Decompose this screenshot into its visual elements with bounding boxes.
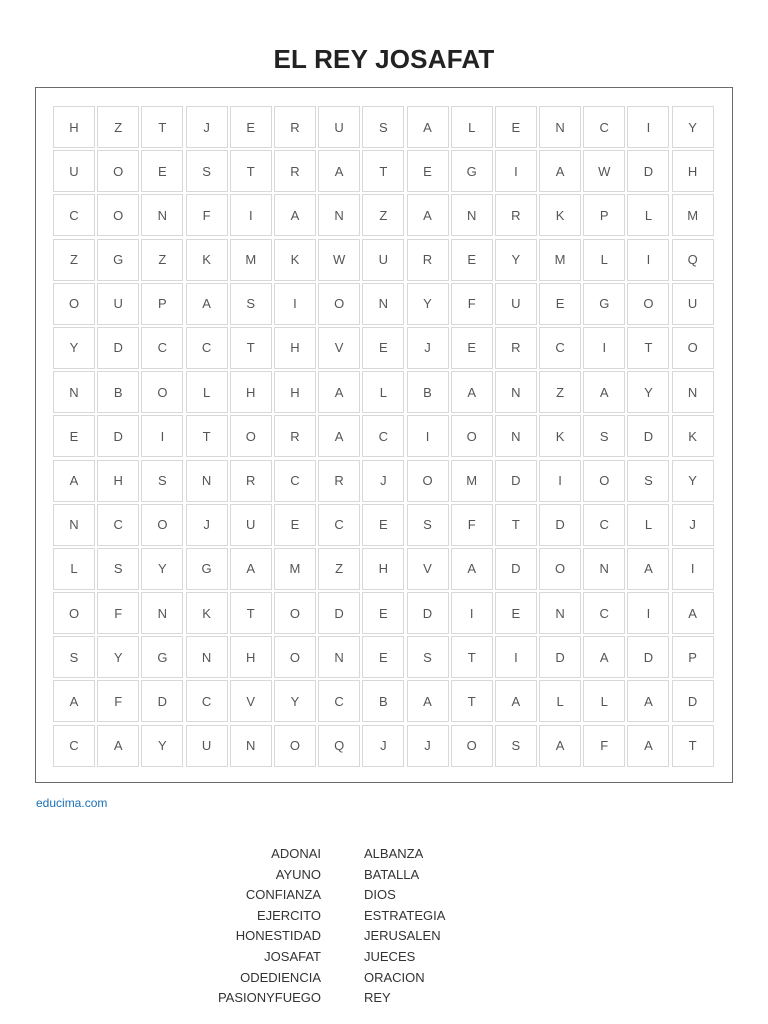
word-list-item: JERUSALEN bbox=[364, 928, 441, 944]
grid-cell[interactable]: V bbox=[407, 548, 449, 590]
word-list-item: JUECES bbox=[364, 948, 416, 964]
grid-cell[interactable]: E bbox=[230, 106, 272, 148]
grid-cell[interactable]: C bbox=[141, 327, 183, 369]
word-list-item: ALBANZA bbox=[364, 846, 424, 861]
grid-cell[interactable]: L bbox=[451, 106, 493, 148]
grid-cell[interactable]: E bbox=[362, 636, 404, 678]
word-list-right-column bbox=[364, 844, 445, 1009]
grid-cell[interactable]: R bbox=[495, 194, 537, 236]
grid-cell[interactable]: Z bbox=[318, 548, 360, 590]
word-list-item: REY bbox=[364, 990, 391, 1006]
grid-cell[interactable]: A bbox=[627, 725, 669, 767]
grid-cell[interactable]: N bbox=[539, 106, 581, 148]
grid-cell[interactable]: U bbox=[230, 504, 272, 546]
grid-cell[interactable]: C bbox=[539, 327, 581, 369]
grid-cell[interactable]: H bbox=[672, 150, 714, 192]
grid-cell[interactable]: S bbox=[230, 283, 272, 325]
grid-cell[interactable]: A bbox=[407, 194, 449, 236]
grid-cell[interactable]: K bbox=[539, 194, 581, 236]
grid-cell[interactable]: Z bbox=[97, 106, 139, 148]
grid-cell[interactable]: Y bbox=[627, 371, 669, 413]
grid-cell[interactable]: O bbox=[53, 283, 95, 325]
grid-cell[interactable]: O bbox=[451, 415, 493, 457]
grid-cell[interactable]: T bbox=[230, 592, 272, 634]
grid-cell[interactable]: A bbox=[627, 548, 669, 590]
grid-cell[interactable]: A bbox=[583, 371, 625, 413]
grid-cell[interactable]: S bbox=[627, 460, 669, 502]
grid-cell[interactable]: O bbox=[274, 636, 316, 678]
grid-cell[interactable]: E bbox=[362, 592, 404, 634]
grid-cell[interactable]: F bbox=[451, 504, 493, 546]
grid-cell[interactable]: E bbox=[495, 592, 537, 634]
grid-cell[interactable]: I bbox=[627, 106, 669, 148]
grid-cell[interactable]: E bbox=[539, 283, 581, 325]
grid-cell[interactable]: A bbox=[407, 680, 449, 722]
grid-cell[interactable]: C bbox=[53, 725, 95, 767]
grid-cell[interactable]: L bbox=[186, 371, 228, 413]
grid-cell[interactable]: T bbox=[451, 636, 493, 678]
grid-cell[interactable]: A bbox=[451, 371, 493, 413]
grid-cell[interactable]: Z bbox=[53, 239, 95, 281]
grid-cell[interactable]: P bbox=[672, 636, 714, 678]
grid-cell[interactable]: R bbox=[274, 415, 316, 457]
grid-cell[interactable]: D bbox=[627, 415, 669, 457]
grid-cell[interactable]: C bbox=[318, 504, 360, 546]
grid-cell[interactable]: A bbox=[318, 150, 360, 192]
grid-cell[interactable]: Q bbox=[672, 239, 714, 281]
grid-cell[interactable]: B bbox=[407, 371, 449, 413]
grid-cell[interactable]: Y bbox=[672, 106, 714, 148]
grid-cell[interactable]: A bbox=[186, 283, 228, 325]
grid-cell[interactable]: O bbox=[451, 725, 493, 767]
grid-cell[interactable]: M bbox=[451, 460, 493, 502]
grid-cell[interactable]: D bbox=[495, 548, 537, 590]
grid-cell[interactable]: T bbox=[362, 150, 404, 192]
grid-cell[interactable]: F bbox=[97, 680, 139, 722]
grid-cell[interactable]: L bbox=[539, 680, 581, 722]
grid-cell[interactable]: R bbox=[318, 460, 360, 502]
grid-cell[interactable]: G bbox=[583, 283, 625, 325]
grid-cell[interactable]: D bbox=[672, 680, 714, 722]
grid-cell[interactable]: I bbox=[451, 592, 493, 634]
grid-cell[interactable]: K bbox=[186, 592, 228, 634]
grid-cell[interactable]: N bbox=[672, 371, 714, 413]
grid-cell[interactable]: U bbox=[318, 106, 360, 148]
grid-cell[interactable]: F bbox=[186, 194, 228, 236]
grid-cell[interactable]: O bbox=[672, 327, 714, 369]
grid-cell[interactable]: E bbox=[274, 504, 316, 546]
grid-cell[interactable]: N bbox=[141, 194, 183, 236]
grid-cell[interactable]: B bbox=[362, 680, 404, 722]
grid-cell[interactable]: W bbox=[583, 150, 625, 192]
grid-cell[interactable]: A bbox=[274, 194, 316, 236]
grid-cell[interactable]: L bbox=[53, 548, 95, 590]
grid-cell[interactable]: C bbox=[583, 504, 625, 546]
grid-cell[interactable]: P bbox=[583, 194, 625, 236]
grid-cell[interactable]: Q bbox=[318, 725, 360, 767]
grid-cell[interactable]: A bbox=[539, 725, 581, 767]
grid-cell[interactable]: A bbox=[230, 548, 272, 590]
grid-cell[interactable]: A bbox=[627, 680, 669, 722]
grid-cell[interactable]: H bbox=[53, 106, 95, 148]
grid-cell[interactable]: C bbox=[186, 327, 228, 369]
grid-cell[interactable]: Y bbox=[53, 327, 95, 369]
grid-cell[interactable]: J bbox=[186, 504, 228, 546]
word-list-item: JOSAFAT bbox=[264, 948, 321, 964]
grid-cell[interactable]: J bbox=[672, 504, 714, 546]
grid-cell[interactable]: W bbox=[318, 239, 360, 281]
grid-cell[interactable]: O bbox=[318, 283, 360, 325]
grid-cell[interactable]: C bbox=[53, 194, 95, 236]
grid-cell[interactable]: H bbox=[362, 548, 404, 590]
grid-cell[interactable]: S bbox=[583, 415, 625, 457]
grid-cell[interactable]: H bbox=[274, 371, 316, 413]
word-list-item: DIOS bbox=[364, 887, 396, 903]
grid-cell[interactable]: A bbox=[53, 680, 95, 722]
grid-cell[interactable]: O bbox=[97, 150, 139, 192]
grid-cell[interactable]: G bbox=[97, 239, 139, 281]
grid-cell[interactable]: G bbox=[141, 636, 183, 678]
grid-cell[interactable]: S bbox=[53, 636, 95, 678]
grid-cell[interactable]: U bbox=[97, 283, 139, 325]
grid-cell[interactable]: H bbox=[274, 327, 316, 369]
grid-cell[interactable]: I bbox=[407, 415, 449, 457]
grid-cell[interactable]: C bbox=[583, 592, 625, 634]
grid-cell[interactable]: O bbox=[141, 504, 183, 546]
grid-cell[interactable]: R bbox=[274, 106, 316, 148]
grid-cell[interactable]: A bbox=[318, 371, 360, 413]
grid-cell[interactable]: N bbox=[186, 460, 228, 502]
word-list-item: ESTRATEGIA bbox=[364, 907, 446, 923]
grid-cell[interactable]: O bbox=[583, 460, 625, 502]
grid-cell[interactable]: N bbox=[539, 592, 581, 634]
grid-cell[interactable]: S bbox=[362, 106, 404, 148]
grid-cell[interactable]: U bbox=[53, 150, 95, 192]
grid-cell[interactable]: O bbox=[141, 371, 183, 413]
grid-cell[interactable]: Y bbox=[407, 283, 449, 325]
grid-cell[interactable]: Y bbox=[672, 460, 714, 502]
grid-cell[interactable]: N bbox=[53, 371, 95, 413]
grid-cell[interactable]: A bbox=[407, 106, 449, 148]
word-list-left-column bbox=[218, 844, 321, 1009]
grid-cell[interactable]: K bbox=[672, 415, 714, 457]
grid-cell[interactable]: O bbox=[53, 592, 95, 634]
grid-cell[interactable]: C bbox=[583, 106, 625, 148]
word-list-item: ORACION bbox=[364, 969, 425, 985]
grid-cell[interactable]: T bbox=[186, 415, 228, 457]
grid-cell[interactable]: K bbox=[539, 415, 581, 457]
grid-cell[interactable]: E bbox=[451, 239, 493, 281]
grid-cell[interactable]: C bbox=[318, 680, 360, 722]
grid-cell[interactable]: D bbox=[627, 636, 669, 678]
grid-cell[interactable]: J bbox=[407, 327, 449, 369]
word-list-item: ADONAI bbox=[271, 846, 321, 861]
grid-cell[interactable]: T bbox=[451, 680, 493, 722]
grid-cell[interactable]: T bbox=[672, 725, 714, 767]
word-list-item: AYUNO bbox=[275, 866, 321, 882]
grid-cell[interactable]: N bbox=[362, 283, 404, 325]
grid-cell[interactable]: T bbox=[627, 327, 669, 369]
grid-cell[interactable]: I bbox=[495, 150, 537, 192]
grid-cell[interactable]: O bbox=[97, 194, 139, 236]
grid-cell[interactable]: D bbox=[407, 592, 449, 634]
grid-cell[interactable]: U bbox=[672, 283, 714, 325]
grid-cell[interactable]: N bbox=[318, 636, 360, 678]
grid-cell[interactable]: F bbox=[97, 592, 139, 634]
grid-cell[interactable]: E bbox=[53, 415, 95, 457]
page-title: EL REY JOSAFAT bbox=[273, 44, 495, 74]
grid-cell[interactable]: L bbox=[583, 239, 625, 281]
grid-cell[interactable]: A bbox=[53, 460, 95, 502]
grid-cell[interactable]: V bbox=[230, 680, 272, 722]
grid-cell[interactable]: F bbox=[583, 725, 625, 767]
grid-cell[interactable]: U bbox=[186, 725, 228, 767]
grid-cell[interactable]: Y bbox=[141, 725, 183, 767]
grid-cell[interactable]: E bbox=[362, 504, 404, 546]
grid-cell[interactable]: D bbox=[97, 415, 139, 457]
grid-cell[interactable]: O bbox=[230, 415, 272, 457]
grid-cell[interactable]: H bbox=[230, 371, 272, 413]
grid-cell[interactable]: U bbox=[362, 239, 404, 281]
grid-cell[interactable]: G bbox=[186, 548, 228, 590]
grid-cell[interactable]: Y bbox=[141, 548, 183, 590]
grid-cell[interactable]: M bbox=[539, 239, 581, 281]
grid-cell[interactable]: Y bbox=[97, 636, 139, 678]
grid-cell[interactable]: P bbox=[141, 283, 183, 325]
grid-cell[interactable]: H bbox=[230, 636, 272, 678]
grid-cell[interactable]: M bbox=[230, 239, 272, 281]
word-list-item: ODEDIENCIA bbox=[240, 969, 321, 985]
grid-cell[interactable]: S bbox=[495, 725, 537, 767]
grid-cell[interactable]: M bbox=[672, 194, 714, 236]
grid-cell[interactable]: E bbox=[451, 327, 493, 369]
grid-cell[interactable]: L bbox=[627, 194, 669, 236]
grid-cell[interactable]: C bbox=[97, 504, 139, 546]
grid-cell[interactable]: K bbox=[186, 239, 228, 281]
grid-cell[interactable]: R bbox=[495, 327, 537, 369]
grid-cell[interactable]: I bbox=[627, 239, 669, 281]
grid-cell[interactable]: I bbox=[141, 415, 183, 457]
grid-cell[interactable]: Z bbox=[539, 371, 581, 413]
grid-cell[interactable]: C bbox=[274, 460, 316, 502]
grid-cell[interactable]: S bbox=[141, 460, 183, 502]
grid-cell[interactable]: T bbox=[230, 150, 272, 192]
grid-cell[interactable]: Y bbox=[495, 239, 537, 281]
grid-cell[interactable]: D bbox=[495, 460, 537, 502]
grid-cell[interactable]: J bbox=[407, 725, 449, 767]
grid-cell[interactable]: I bbox=[495, 636, 537, 678]
grid-cell[interactable]: D bbox=[539, 504, 581, 546]
grid-cell[interactable]: E bbox=[407, 150, 449, 192]
grid-cell[interactable]: N bbox=[141, 592, 183, 634]
grid-cell[interactable]: S bbox=[97, 548, 139, 590]
grid-cell[interactable]: N bbox=[186, 636, 228, 678]
grid-cell[interactable]: H bbox=[97, 460, 139, 502]
grid-cell[interactable]: Z bbox=[141, 239, 183, 281]
grid-cell[interactable]: L bbox=[627, 504, 669, 546]
grid-cell[interactable]: Y bbox=[274, 680, 316, 722]
grid-cell[interactable]: O bbox=[539, 548, 581, 590]
grid-cell[interactable]: O bbox=[274, 725, 316, 767]
grid-cell[interactable]: I bbox=[627, 592, 669, 634]
grid-cell[interactable]: A bbox=[495, 680, 537, 722]
grid-cell[interactable]: A bbox=[539, 150, 581, 192]
word-search-grid bbox=[53, 106, 714, 767]
grid-cell[interactable]: R bbox=[407, 239, 449, 281]
grid-cell[interactable]: U bbox=[495, 283, 537, 325]
grid-cell[interactable]: N bbox=[495, 415, 537, 457]
grid-cell[interactable]: I bbox=[274, 283, 316, 325]
grid-cell[interactable]: B bbox=[97, 371, 139, 413]
word-list-item: HONESTIDAD bbox=[235, 928, 321, 944]
grid-cell[interactable]: N bbox=[230, 725, 272, 767]
grid-cell[interactable]: C bbox=[186, 680, 228, 722]
grid-cell[interactable]: O bbox=[627, 283, 669, 325]
grid-cell[interactable]: R bbox=[230, 460, 272, 502]
grid-cell[interactable]: O bbox=[407, 460, 449, 502]
source-link[interactable]: educima.com bbox=[36, 796, 108, 810]
word-list-item: CONFIANZA bbox=[245, 887, 321, 903]
grid-cell[interactable]: T bbox=[495, 504, 537, 546]
grid-cell[interactable]: A bbox=[97, 725, 139, 767]
grid-cell[interactable]: Z bbox=[362, 194, 404, 236]
grid-cell[interactable]: I bbox=[672, 548, 714, 590]
grid-cell[interactable]: D bbox=[318, 592, 360, 634]
grid-cell[interactable]: O bbox=[274, 592, 316, 634]
grid-cell[interactable]: R bbox=[274, 150, 316, 192]
grid-cell[interactable]: E bbox=[362, 327, 404, 369]
grid-cell[interactable]: D bbox=[539, 636, 581, 678]
grid-cell[interactable]: I bbox=[230, 194, 272, 236]
grid-cell[interactable]: L bbox=[583, 680, 625, 722]
grid-cell[interactable]: N bbox=[318, 194, 360, 236]
word-list-item: BATALLA bbox=[364, 866, 420, 882]
grid-cell[interactable]: J bbox=[362, 725, 404, 767]
grid-cell[interactable]: M bbox=[274, 548, 316, 590]
grid-cell[interactable]: N bbox=[583, 548, 625, 590]
grid-cell[interactable]: S bbox=[407, 504, 449, 546]
grid-cell[interactable]: T bbox=[141, 106, 183, 148]
grid-cell[interactable]: S bbox=[186, 150, 228, 192]
grid-cell[interactable]: D bbox=[141, 680, 183, 722]
grid-cell[interactable]: L bbox=[362, 371, 404, 413]
grid-cell[interactable]: N bbox=[53, 504, 95, 546]
grid-cell[interactable]: T bbox=[230, 327, 272, 369]
grid-cell[interactable]: A bbox=[583, 636, 625, 678]
grid-cell[interactable]: V bbox=[318, 327, 360, 369]
grid-cell[interactable]: S bbox=[407, 636, 449, 678]
grid-cell[interactable]: G bbox=[451, 150, 493, 192]
word-list-item: EJERCITO bbox=[256, 907, 321, 923]
grid-cell[interactable]: I bbox=[583, 327, 625, 369]
grid-cell[interactable]: E bbox=[141, 150, 183, 192]
grid-cell[interactable]: D bbox=[627, 150, 669, 192]
grid-cell[interactable]: A bbox=[672, 592, 714, 634]
grid-cell[interactable]: N bbox=[451, 194, 493, 236]
grid-cell[interactable]: C bbox=[362, 415, 404, 457]
grid-cell[interactable]: A bbox=[451, 548, 493, 590]
grid-cell[interactable]: I bbox=[539, 460, 581, 502]
grid-cell[interactable]: F bbox=[451, 283, 493, 325]
grid-cell[interactable]: E bbox=[495, 106, 537, 148]
grid-cell[interactable]: A bbox=[318, 415, 360, 457]
word-list-item: PASIONYFUEGO bbox=[217, 990, 321, 1006]
grid-cell[interactable]: J bbox=[186, 106, 228, 148]
grid-cell[interactable]: K bbox=[274, 239, 316, 281]
grid-cell[interactable]: N bbox=[495, 371, 537, 413]
grid-cell[interactable]: J bbox=[362, 460, 404, 502]
grid-cell[interactable]: D bbox=[97, 327, 139, 369]
